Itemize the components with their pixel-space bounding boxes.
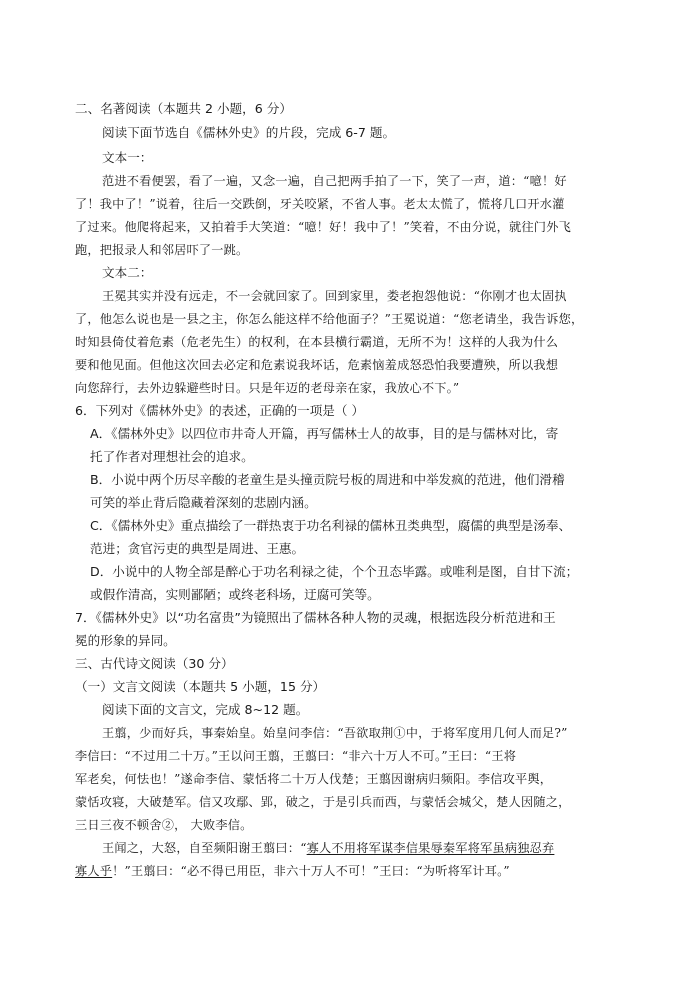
underlined-sentence: 寡人乎 bbox=[75, 864, 113, 878]
question-6-stem: 6．下列对《儒林外史》的表述，正确的一项是（ ） bbox=[75, 403, 365, 418]
text1-label: 文本一： bbox=[102, 150, 153, 165]
text2-line: 王冕其实并没有远走，不一会就回家了。回到家里，娄老抱怨他说：“你刚才也太固执 bbox=[102, 289, 567, 303]
text1-line: 跑，把报录人和邻居吓了一跳。 bbox=[75, 243, 249, 257]
text2-line: 要和他见面。但他这次回去必定和危素说我坏话，危素恼羞成怒恐怕我要遭殃，所以我想 bbox=[75, 358, 559, 372]
classical-text-line: 军老矣，何怯也！”遂命李信、蒙恬将二十万人伐楚；王翦因谢病归频阳。李信攻平舆， bbox=[75, 772, 553, 786]
classical-text-line: 蒙恬攻寝，大破楚军。信又攻鄢、郢，破之，于是引兵而西，与蒙恬会城父，楚人因随之， bbox=[75, 795, 571, 809]
text2-line: 了，他怎么说也是一县之主，你怎么能这样不给他面子？”王冕说道：“您老请坐，我告诉您， bbox=[75, 312, 584, 326]
text2-label: 文本二： bbox=[102, 265, 153, 280]
classical-text-line bbox=[75, 863, 510, 879]
option-a-cont: 托了作者对理想社会的追求。 bbox=[90, 449, 254, 464]
text1-line: 了！我中了！”说着，往后一交跌倒，牙关咬紧，不省人事。老太太慌了，慌将几口开水灌 bbox=[75, 197, 565, 211]
question-7-cont: 冕的形象的异同。 bbox=[75, 633, 176, 648]
option-c-cont: 范进；贪官污吏的典型是周进、王惠。 bbox=[90, 541, 305, 556]
section-3-sub1: （一）文言文阅读（本题共 5 小题，15 分） bbox=[75, 679, 326, 694]
option-d: D．小说中的人物全部是醉心于功名利禄之徒，个个丑态毕露。或唯利是图，自甘下流； bbox=[90, 564, 579, 579]
text1-line: 范进不看便罢，看了一遍，又念一遍，自己把两手拍了一下，笑了一声，道：“噫！好 bbox=[102, 174, 567, 188]
underlined-sentence: 寡人不用将军谋李信果辱秦军将军虽病独忍弃 bbox=[306, 841, 555, 855]
option-d-cont: 或假作清高，实则鄙陋；或终老科场，迂腐可笑等。 bbox=[90, 587, 380, 602]
classical-text-line bbox=[102, 840, 554, 856]
classical-text-segment: ！”王翦曰：“必不得已用臣，非六十万人不可！”王曰：“为听将军计耳。” bbox=[112, 864, 510, 878]
option-b-cont: 可笑的举止背后隐藏着深刻的悲剧内涵。 bbox=[90, 495, 317, 510]
classical-text-line: 李信曰：“不过用二十万。”王以问王翦，王翦曰：“非六十万人不可。”王曰：“王将 bbox=[75, 749, 517, 763]
section-2-heading: 二、名著阅读（本题共 2 小题，6 分） bbox=[75, 101, 292, 116]
text1-line: 了过来。他爬将起来，又拍着手大笑道：“噫！好！我中了！”笑着，不由分说，就往门外飞 bbox=[75, 220, 571, 234]
text2-line: 向您辞行，去外边躲避些时日。只是年迈的老母亲在家，我放心不下。” bbox=[75, 381, 460, 395]
option-c: C．《儒林外史》重点描绘了一群热衷于功名利禄的儒林丑类典型，腐儒的典型是汤奉、 bbox=[90, 518, 572, 533]
question-7: 7．《儒林外史》以“功名富贵”为镜照出了儒林各种人物的灵魂，根据选段分析范进和王 bbox=[75, 610, 556, 625]
option-a: A．《儒林外史》以四位市井奇人开篇，再写儒林士人的故事，目的是与儒林对比，寄 bbox=[90, 426, 559, 441]
section-3-intro: 阅读下面的文言文，完成 8~12 题。 bbox=[102, 702, 309, 717]
text2-line: 时知县倚仗着危素（危老先生）的权利，在本县横行霸道，无所不为！这样的人我为什么 bbox=[75, 335, 559, 349]
classical-text-line: 三日三夜不顿舍②， 大败李信。 bbox=[75, 818, 253, 832]
classical-text-segment: 王闻之，大怒，自至频阳谢王翦曰：“ bbox=[102, 841, 307, 855]
section-2-intro: 阅读下面节选自《儒林外史》的片段，完成 6-7 题。 bbox=[102, 125, 396, 140]
section-3-heading: 三、古代诗文阅读（30 分） bbox=[75, 656, 234, 671]
classical-text-line: 王翦，少而好兵，事秦始皇。始皇问李信：“吾欲取荆①中，于将军度用几何人而足?” bbox=[102, 726, 568, 740]
option-b: B．小说中两个历尽辛酸的老童生是头撞贡院号板的周进和中举发疯的范进，他们滑稽 bbox=[90, 472, 565, 487]
